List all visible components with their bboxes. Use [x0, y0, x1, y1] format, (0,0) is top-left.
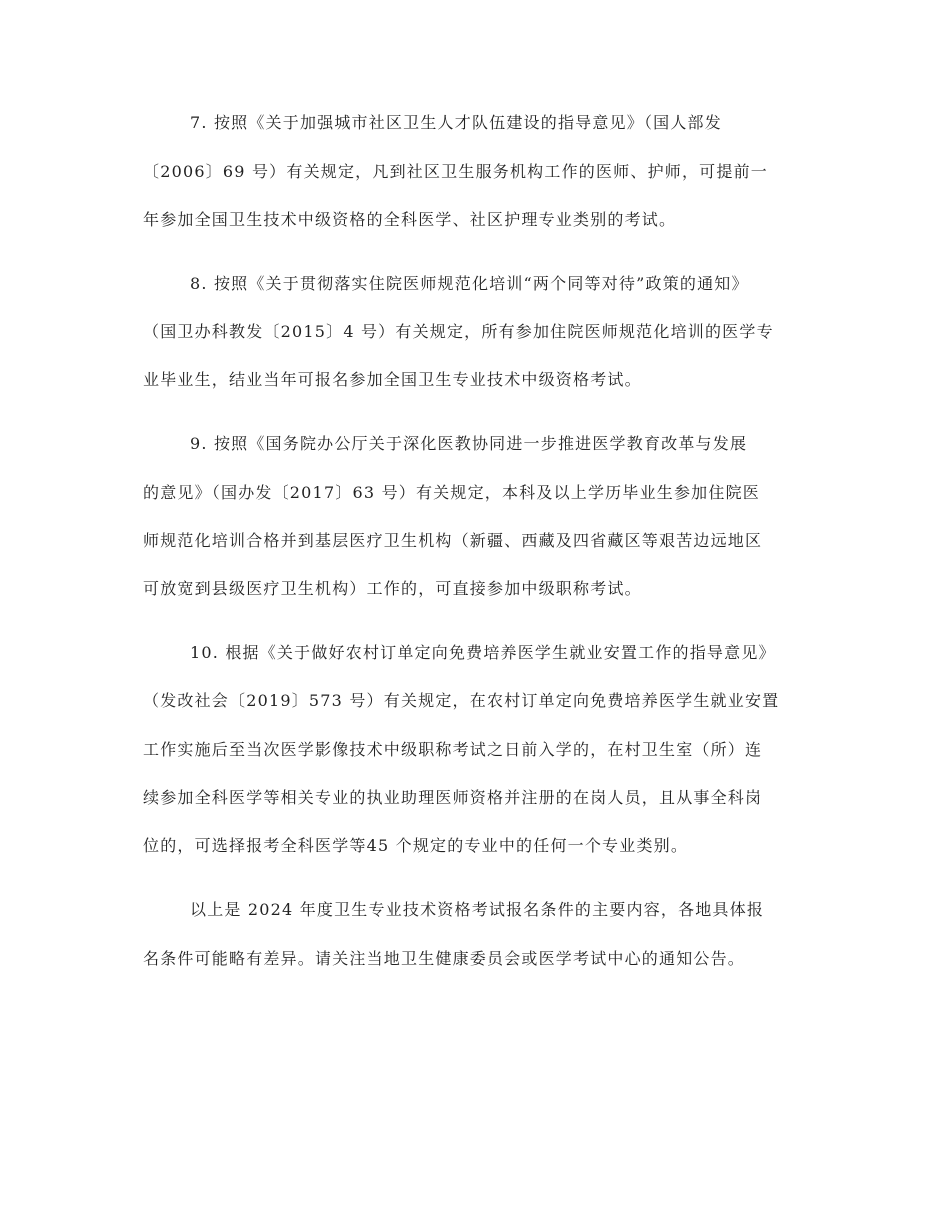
paragraph-line: 师规范化培训合格并到基层医疗卫生机构（新疆、西藏及四省藏区等艰苦边远地区	[143, 531, 763, 550]
paragraph-line: 〔2006〕69 号）有关规定，凡到社区卫生服务机构工作的医师、护师，可提前一	[143, 162, 768, 181]
paragraph-line: 10. 根据《关于做好农村订单定向免费培养医学生就业安置工作的指导意见》	[190, 643, 776, 662]
paragraph-line: （国卫办科教发〔2015〕4 号）有关规定，所有参加住院医师规范化培训的医学专	[143, 322, 774, 341]
paragraph-line: 以上是 2024 年度卫生专业技术资格考试报名条件的主要内容，各地具体报	[190, 900, 765, 919]
paragraph-line: 位的，可选择报考全科医学等45 个规定的专业中的任何一个专业类别。	[143, 836, 689, 855]
paragraph-line: 工作实施后至当次医学影像技术中级职称考试之日前入学的，在村卫生室（所）连	[143, 740, 763, 759]
paragraph-line: 的意见》（国办发〔2017〕63 号）有关规定，本科及以上学历毕业生参加住院医	[143, 483, 760, 502]
paragraph-line: （发改社会〔2019〕573 号）有关规定，在农村订单定向免费培养医学生就业安置	[143, 691, 780, 710]
paragraph-line: 7. 按照《关于加强城市社区卫生人才队伍建设的指导意见》（国人部发	[190, 113, 722, 132]
paragraph-line: 8. 按照《关于贯彻落实住院医师规范化培训“两个同等对待”政策的通知》	[190, 274, 749, 293]
paragraph-line: 名条件可能略有差异。请关注当地卫生健康委员会或医学考试中心的通知公告。	[143, 949, 746, 968]
paragraph-line: 年参加全国卫生技术中级资格的全科医学、社区护理专业类别的考试。	[143, 210, 677, 229]
paragraph-line: 可放宽到县级医疗卫生机构）工作的，可直接参加中级职称考试。	[143, 579, 642, 598]
paragraph-line: 业毕业生，结业当年可报名参加全国卫生专业技术中级资格考试。	[143, 370, 642, 389]
paragraph-line: 9. 按照《国务院办公厅关于深化医教协同进一步推进医学教育改革与发展	[190, 434, 748, 453]
paragraph-line: 续参加全科医学等相关专业的执业助理医师资格并注册的在岗人员，且从事全科岗	[143, 788, 763, 807]
